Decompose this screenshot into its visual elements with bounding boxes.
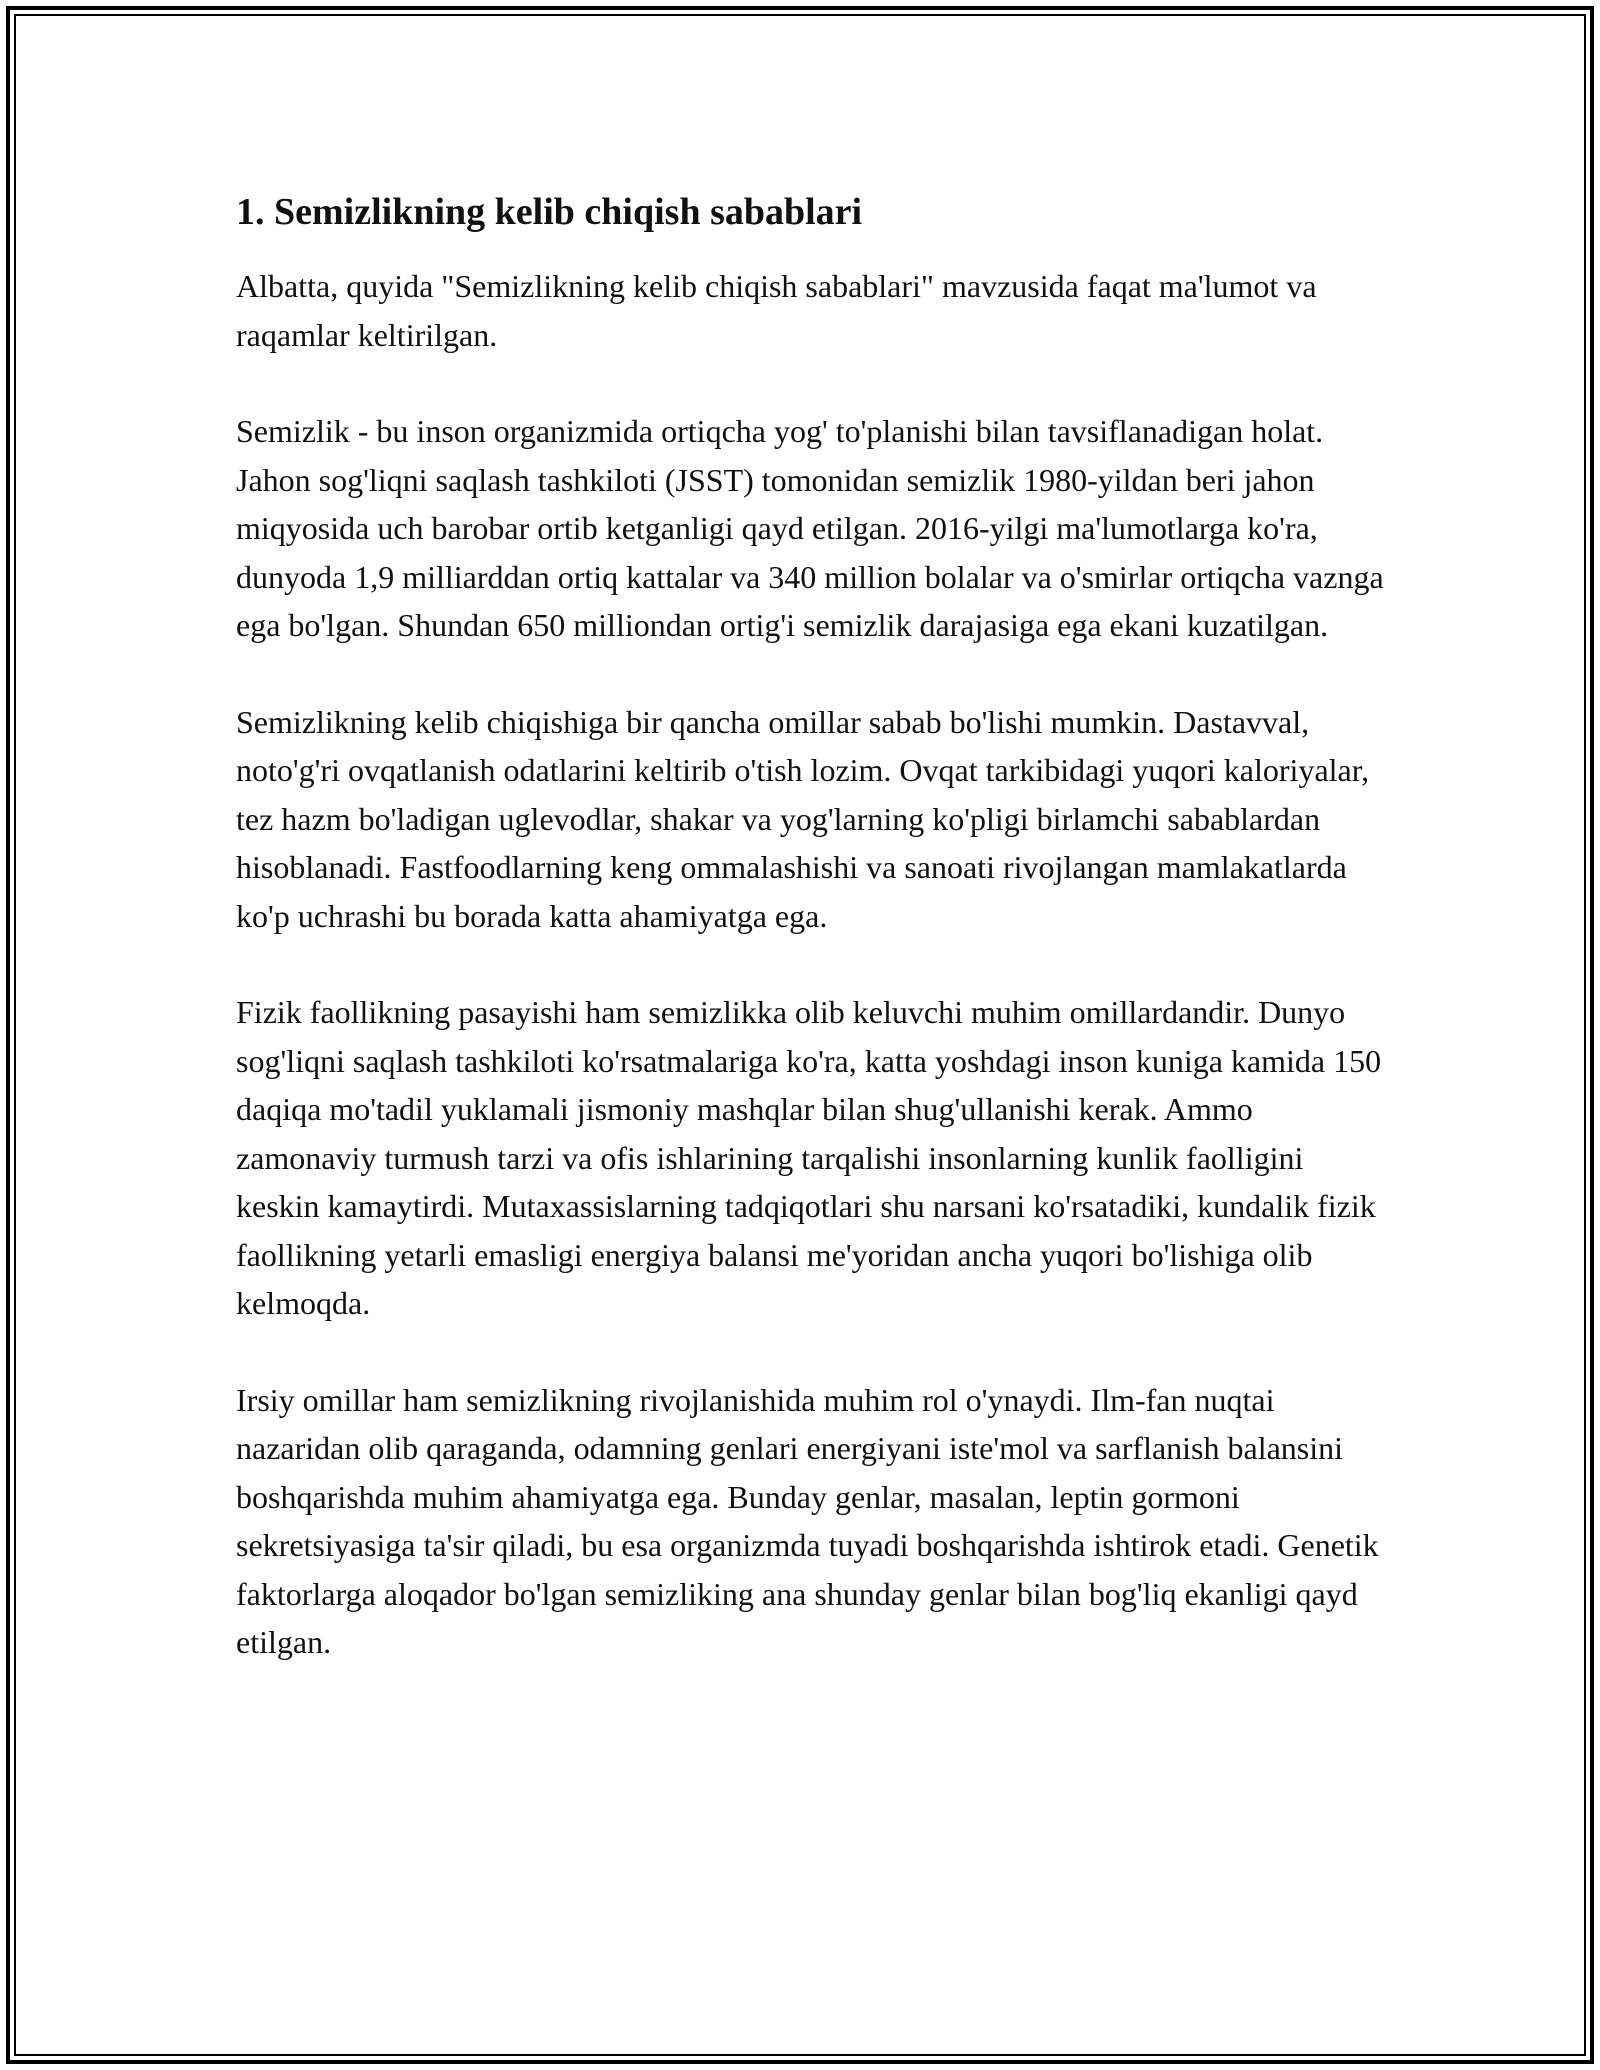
paragraph-intro: Albatta, quyida "Semizlikning kelib chiqish sabablari" mavzusida faqat ma'lumot va raqamlar keltirilgan. [236, 268, 1317, 353]
document-body [236, 186, 1386, 1715]
paragraph-definition: Semizlik - bu inson organizmida ortiqcha yog' to'planishi bilan tavsiflanadigan holat. Jahon sog'liqni saqlash tashkiloti (JSST) tomonidan semizlik 1980-yildan beri jahon miqyosida uch barobar ortib ketganligi qayd etilgan. 2016-yilgi ma'lumotlarga ko'ra, dunyoda 1,9 milliarddan ortiq kattalar va 340 million bolalar va o'smirlar ortiqcha vaznga ega bo'lgan. Shundan 650 milliondan ortig'i semizlik darajasiga ega ekani kuzatilgan. [236, 413, 1384, 643]
paragraph-genetics: Irsiy omillar ham semizlikning rivojlanishida muhim rol o'ynaydi. Ilm-fan nuqtai nazaridan olib qaraganda, odamning genlari energiyani iste'mol va sarflanish balansini boshqarishda muhim ahamiyatga ega. Bunday genlar, masalan, leptin gormoni sekretsiyasiga ta'sir qiladi, bu esa organizmda tuyadi boshqarishda ishtirok etadi. Genetik faktorlarga aloqador bo'lgan semizliking ana shunday genlar bilan bog'liq ekanligi qayd etilgan. [236, 1381, 1379, 1660]
document-title: 1. Semizlikning kelib chiqish sabablari [236, 191, 863, 233]
paragraph-nutrition: Semizlikning kelib chiqishiga bir qancha omillar sabab bo'lishi mumkin. Dastavval, noto'g'ri ovqatlanish odatlarini keltirib o'tish lozim. Ovqat tarkibidagi yuqori kaloriyalar, tez hazm bo'ladigan uglevodlar, shakar va yog'larning ko'pligi birlamchi sabablardan hisoblanadi. Fastfoodlarning keng ommalashishi va sanoati rivojlangan mamlakatlarda ko'p uchrashi bu borada katta ahamiyatga ega. [236, 703, 1370, 934]
paragraph-physical-activity: Fizik faollikning pasayishi ham semizlikka olib keluvchi muhim omillardandir. Dunyo sog'liqni saqlash tashkiloti ko'rsatmalariga ko'ra, katta yoshdagi inson kuniga kamida 150 daqiqa mo'tadil yuklamali jismoniy mashqlar bilan shug'ullanishi kerak. Ammo zamonaviy turmush tarzi va ofis ishlarining tarqalishi insonlarning kunlik faolligini keskin kamaytirdi. Mutaxassislarning tadqiqotlari shu narsani ko'rsatadiki, kundalik fizik faollikning yetarli emasligi energiya balansi me'yoridan ancha yuqori bo'lishiga olib kelmoqda. [236, 994, 1382, 1321]
